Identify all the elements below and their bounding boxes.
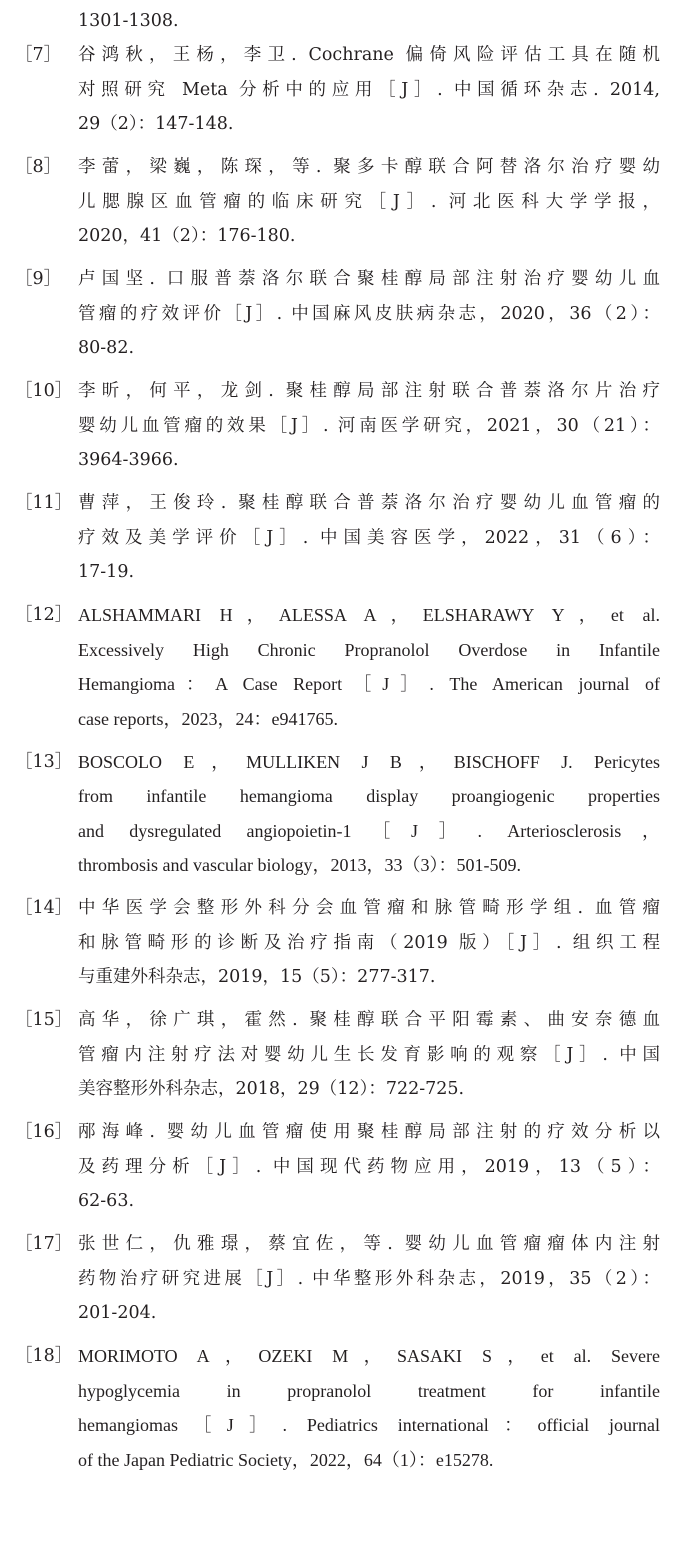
reference-number: ［10］	[15, 381, 73, 401]
reference-line: 3964-3966.	[78, 450, 179, 470]
reference-line: 高华，徐广琪，霍然. 聚桂醇联合平阳霉素、曲安奈德血	[78, 1010, 660, 1030]
reference-text	[78, 1115, 660, 1219]
reference-number: ［13］	[15, 751, 73, 772]
reference-item	[0, 374, 675, 478]
reference-line: 李昕，何平，龙剑. 聚桂醇局部注射联合普萘洛尔片治疗	[78, 381, 660, 401]
reference-number: ［12］	[15, 605, 73, 625]
reference-line: 201-204.	[78, 1303, 157, 1323]
reference-continuation-line: 1301-1308.	[78, 11, 179, 31]
reference-number: ［7］	[15, 45, 62, 65]
reference-item	[0, 1115, 675, 1219]
reference-line: of the Japan Pediatric Society，2022，64（1）：e15278.	[78, 1449, 494, 1470]
reference-text	[78, 150, 660, 254]
reference-line: ALSHAMMARI H，ALESSA A，ELSHARAWY Y，et al.	[78, 605, 660, 625]
reference-text	[78, 486, 660, 590]
reference-text	[78, 1339, 660, 1477]
reference-item	[0, 150, 675, 254]
reference-line: Hemangioma：A Case Report［J］. The American journal of	[78, 674, 660, 694]
reference-line: 药物治疗研究进展［J］. 中华整形外科杂志，2019，35（2）：	[78, 1268, 660, 1289]
reference-line: 2020，41（2）：176-180.	[78, 226, 296, 246]
reference-item	[0, 598, 675, 736]
reference-line: 卢国坚. 口服普萘洛尔联合聚桂醇局部注射治疗婴幼儿血	[78, 269, 660, 289]
reference-line: 17-19.	[78, 562, 135, 582]
reference-line: hemangiomas［J］. Pediatrics international：official journal	[78, 1415, 660, 1435]
reference-line: 张世仁，仇雅璟，蔡宜佐，等. 婴幼儿血管瘤瘤体内注射	[78, 1234, 660, 1254]
reference-item	[0, 745, 675, 883]
reference-text	[78, 1003, 660, 1107]
reference-text	[78, 745, 660, 883]
reference-line: 80-82.	[78, 338, 135, 358]
reference-line: 与重建外科杂志，2019，15（5）：277-317.	[78, 967, 436, 987]
reference-number: ［9］	[15, 269, 62, 289]
reference-number: ［14］	[15, 898, 73, 918]
reference-text	[78, 38, 660, 142]
reference-line: 62-63.	[78, 1191, 135, 1211]
reference-line: 疗效及美学评价［J］. 中国美容医学，2022，31（6）：	[78, 527, 660, 548]
reference-line: 谷鸿秋，王杨，李卫. Cochrane 偏倚风险评估工具在随机	[78, 45, 660, 65]
reference-line: 29（2）：147-148.	[78, 114, 234, 134]
reference-number: ［8］	[15, 157, 62, 177]
reference-item	[0, 891, 675, 995]
reference-text	[78, 598, 660, 736]
reference-line: case reports，2023，24：e941765.	[78, 708, 338, 729]
reference-line: 李蕾，梁巍，陈琛，等. 聚多卡醇联合阿替洛尔治疗婴幼	[78, 157, 660, 177]
reference-line: and dysregulated angiopoietin-1［J］. Arteriosclerosis，	[78, 820, 660, 841]
reference-number: ［16］	[15, 1122, 73, 1142]
reference-number: ［11］	[15, 493, 73, 513]
reference-line: thrombosis and vascular biology，2013，33（3）：501-509.	[78, 855, 521, 875]
reference-line: 及药理分析［J］. 中国现代药物应用，2019，13（5）：	[78, 1156, 660, 1177]
reference-text	[78, 262, 660, 366]
reference-number: ［15］	[15, 1010, 73, 1030]
reference-item	[0, 262, 675, 366]
reference-line: hypoglycemia in propranolol treatment for infantile	[78, 1380, 660, 1401]
reference-number: ［17］	[15, 1234, 73, 1254]
reference-line: 曹萍，王俊玲. 聚桂醇联合普萘洛尔治疗婴幼儿血管瘤的	[78, 493, 660, 513]
reference-number: ［18］	[15, 1346, 73, 1366]
reference-line: 中华医学会整形外科分会血管瘤和脉管畸形学组. 血管瘤	[78, 898, 660, 918]
reference-line: 和脉管畸形的诊断及治疗指南（2019 版）［J］. 组织工程	[78, 932, 660, 953]
reference-item	[0, 1003, 675, 1107]
reference-item	[0, 486, 675, 590]
reference-list	[0, 38, 675, 1486]
reference-text	[78, 891, 660, 995]
reference-item	[0, 1227, 675, 1331]
reference-line: Excessively High Chronic Propranolol Overdose in Infantile	[78, 639, 660, 660]
reference-line: 邴海峰. 婴幼儿血管瘤使用聚桂醇局部注射的疗效分析以	[78, 1122, 660, 1142]
reference-item	[0, 1339, 675, 1477]
reference-line: 对照研究 Meta 分析中的应用［J］. 中国循环杂志. 2014,	[78, 79, 660, 100]
reference-line: MORIMOTO A，OZEKI M，SASAKI S，et al. Severe	[78, 1346, 660, 1366]
reference-line: 管瘤的疗效评价［J］. 中国麻风皮肤病杂志，2020，36（2）：	[78, 303, 660, 324]
reference-line: 婴幼儿血管瘤的效果［J］. 河南医学研究，2021，30（21）：	[78, 415, 660, 436]
reference-line: BOSCOLO E，MULLIKEN J B，BISCHOFF J. Pericytes	[78, 751, 660, 772]
reference-text	[78, 1227, 660, 1331]
reference-line: 儿腮腺区血管瘤的临床研究［J］. 河北医科大学学报，	[78, 191, 660, 212]
reference-line: 管瘤内注射疗法对婴幼儿生长发育影响的观察［J］. 中国	[78, 1044, 660, 1065]
reference-text	[78, 374, 660, 478]
reference-line: from infantile hemangioma display proangiogenic properties	[78, 786, 660, 806]
reference-item	[0, 38, 675, 142]
reference-line: 美容整形外科杂志，2018，29（12）：722-725.	[78, 1079, 465, 1099]
